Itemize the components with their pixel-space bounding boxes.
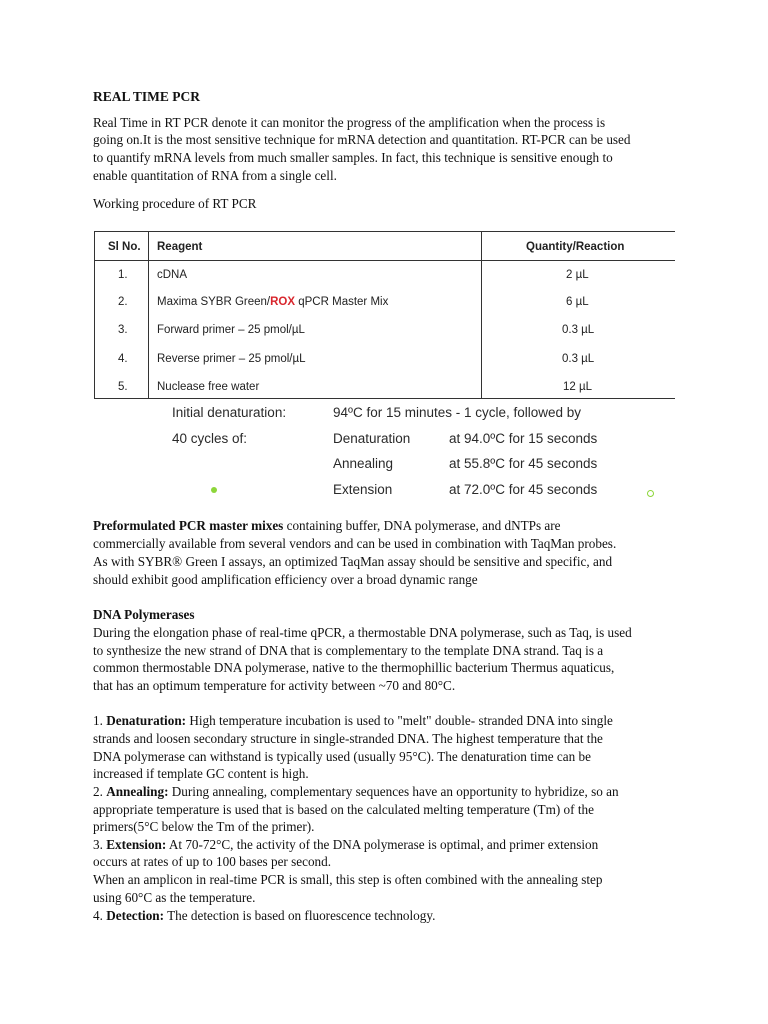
step-3-number: 3. bbox=[93, 837, 107, 852]
step-2-line-1-text: During annealing, complementary sequences have an opportunity to hybridize, so an bbox=[168, 784, 619, 799]
table-row-5-sl: 5. bbox=[118, 381, 128, 393]
step-3-bold: Extension: bbox=[106, 837, 167, 852]
table-header-quantity: Quantity/Reaction bbox=[526, 241, 625, 253]
table-row-5-qty: 12 µL bbox=[563, 381, 593, 393]
table-row-2-qty: 6 µL bbox=[566, 296, 589, 308]
preformulated-line-3: As with SYBR® Green I assays, an optimized TaqMan assay should be sensitive and specific, and bbox=[93, 554, 613, 569]
table-row-3-sl: 3. bbox=[118, 324, 128, 336]
intro-line-2: going on.It is the most sensitive technique for mRNA detection and quantitation. RT-PCR can be used bbox=[93, 132, 631, 147]
preformulated-bold: Preformulated PCR master mixes bbox=[93, 518, 284, 533]
step-2-bold: Annealing: bbox=[106, 784, 169, 799]
preformulated-line-1-text: containing buffer, DNA polymerase, and dNTPs are bbox=[283, 518, 561, 533]
table-border-top bbox=[94, 231, 675, 232]
table-row-3-qty: 0.3 µL bbox=[562, 324, 595, 336]
reagent-rox-text: ROX bbox=[270, 296, 296, 308]
table-row-4-reagent: Reverse primer – 25 pmol/µL bbox=[157, 353, 306, 365]
cycles-label: 40 cycles of: bbox=[172, 431, 248, 446]
page-title: REAL TIME PCR bbox=[93, 89, 201, 104]
step-1-bold: Denaturation: bbox=[106, 713, 187, 728]
table-header-sl: Sl No. bbox=[108, 241, 141, 253]
table-row-1-reagent: cDNA bbox=[157, 269, 188, 281]
table-col-divider-1 bbox=[148, 231, 149, 399]
table-border-left bbox=[94, 231, 95, 399]
table-row-5-reagent: Nuclease free water bbox=[157, 381, 260, 393]
table-col-divider-2 bbox=[481, 231, 482, 399]
preformulated-line-2: commercially available from several vendors and can be used in combination with TaqMan probes. bbox=[93, 536, 617, 551]
reagent-sybr-text: Maxima SYBR Green/ bbox=[157, 296, 271, 308]
step-extension-value: at 72.0ºC for 45 seconds bbox=[449, 482, 598, 497]
step-3-line-1 bbox=[93, 836, 598, 854]
step-1-line-4: increased if template GC content is high. bbox=[93, 766, 309, 781]
polymerase-heading: DNA Polymerases bbox=[93, 607, 195, 622]
step-3-line-1-text: At 70-72°C, the activity of the DNA polymerase is optimal, and primer extension bbox=[166, 837, 599, 852]
step-1-line-3: DNA polymerase can withstand is typically used (usually 95°C). The denaturation time can be bbox=[93, 749, 591, 764]
step-annealing-name: Annealing bbox=[333, 456, 394, 471]
step-2-line-1 bbox=[93, 783, 619, 801]
intro-line-3: to quantify mRNA levels from much smaller samples. In fact, this technique is sensitive enough to bbox=[93, 150, 613, 165]
step-4-number: 4. bbox=[93, 908, 107, 923]
table-header-divider bbox=[94, 260, 675, 261]
table-header-reagent: Reagent bbox=[157, 241, 203, 253]
intro-line-4: enable quantitation of RNA from a single cell. bbox=[93, 168, 337, 183]
step-2-line-3: primers(5°C below the Tm of the primer). bbox=[93, 819, 315, 834]
step-denaturation-value: at 94.0ºC for 15 seconds bbox=[449, 431, 598, 446]
step-2-line-2: appropriate temperature is used that is based on the calculated melting temperature (Tm) of the bbox=[93, 802, 594, 817]
polymerase-line-4: that has an optimum temperature for activity between ~70 and 80°C. bbox=[93, 678, 456, 693]
preformulated-line-1 bbox=[93, 517, 561, 535]
table-row-1-sl: 1. bbox=[118, 269, 128, 281]
intro-line-1: Real Time in RT PCR denote it can monitor the progress of the amplification when the process is bbox=[93, 115, 606, 130]
step-4-line-text: The detection is based on fluorescence technology. bbox=[164, 908, 436, 923]
step-3-line-3: When an amplicon in real-time PCR is small, this step is often combined with the annealing step bbox=[93, 872, 603, 887]
reagent-mix-text: qPCR Master Mix bbox=[295, 296, 389, 308]
step-denaturation-name: Denaturation bbox=[333, 431, 411, 446]
step-1-line-2: strands and loosen secondary structure in single-stranded DNA. The highest temperature that the bbox=[93, 731, 603, 746]
step-annealing-value: at 55.8ºC for 45 seconds bbox=[449, 456, 598, 471]
polymerase-line-3: common thermostable DNA polymerase, native to the thermophillic bacterium Thermus aquaticus, bbox=[93, 660, 615, 675]
table-row-2-sl: 2. bbox=[118, 296, 128, 308]
preformulated-line-4: should exhibit good amplification efficiency over a broad dynamic range bbox=[93, 572, 478, 587]
table-row-2-reagent bbox=[157, 296, 388, 308]
green-ring-icon bbox=[647, 490, 654, 497]
table-row-1-qty: 2 µL bbox=[566, 269, 589, 281]
reagent-table bbox=[94, 231, 675, 399]
step-4-bold: Detection: bbox=[106, 908, 165, 923]
step-extension-name: Extension bbox=[333, 482, 393, 497]
step-4-line-1 bbox=[93, 907, 435, 925]
table-border-bottom bbox=[94, 398, 675, 399]
table-row-4-sl: 4. bbox=[118, 353, 128, 365]
polymerase-line-1: During the elongation phase of real-time qPCR, a thermostable DNA polymerase, such as Taq, is used bbox=[93, 625, 632, 640]
working-heading: Working procedure of RT PCR bbox=[93, 196, 257, 211]
step-2-number: 2. bbox=[93, 784, 107, 799]
step-3-line-2: occurs at rates of up to 100 bases per second. bbox=[93, 854, 332, 869]
step-1-line-1-text: High temperature incubation is used to "melt" double- stranded DNA into single bbox=[186, 713, 613, 728]
table-row-4-qty: 0.3 µL bbox=[562, 353, 595, 365]
polymerase-line-2: to synthesize the new strand of DNA that is complementary to the template DNA strand. Taq is a bbox=[93, 643, 604, 658]
step-3-line-4: using 60°C as the temperature. bbox=[93, 890, 256, 905]
initial-denaturation-label: Initial denaturation: bbox=[172, 405, 287, 420]
initial-denaturation-value: 94ºC for 15 minutes - 1 cycle, followed by bbox=[333, 405, 582, 420]
step-1-line-1 bbox=[93, 712, 613, 730]
step-1-number: 1. bbox=[93, 713, 107, 728]
table-row-3-reagent: Forward primer – 25 pmol/µL bbox=[157, 324, 305, 336]
green-dot-icon bbox=[211, 487, 217, 493]
